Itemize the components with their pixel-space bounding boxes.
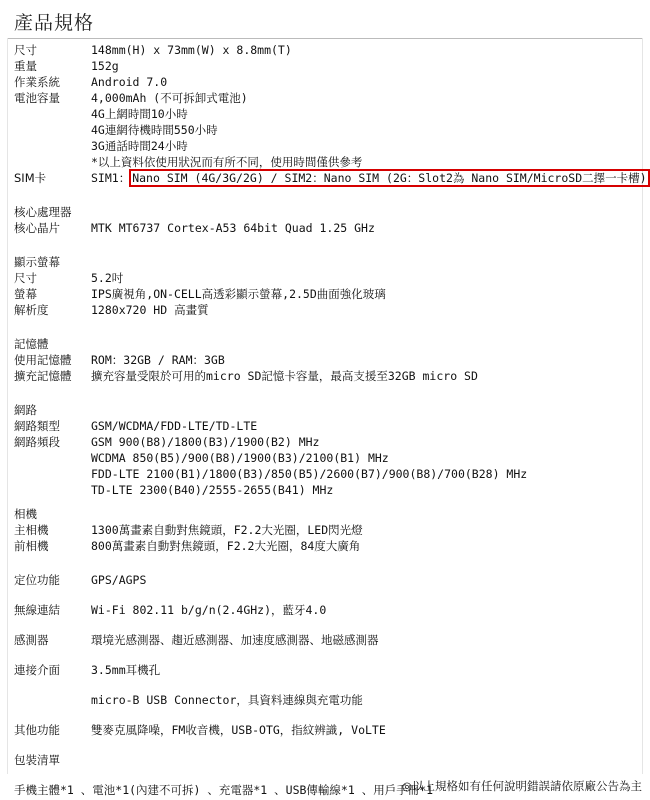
spec-value: Wi-Fi 802.11 b/g/n(2.4GHz)，藍牙4.0 — [91, 603, 327, 617]
spec-label: 連接介面 — [14, 663, 60, 677]
section-heading-processor: 核心處理器 — [14, 205, 72, 219]
spec-value-line: 152g — [91, 59, 119, 73]
spec-row — [14, 42, 642, 58]
spec-value — [91, 90, 642, 170]
spec-row-sim — [14, 170, 647, 186]
spec-value — [91, 42, 642, 58]
spec-label: 感測器 — [14, 633, 49, 647]
spec-row-network-bands — [14, 434, 642, 498]
band-line: FDD-LTE 2100(B1)/1800(B3)/850(B5)/2600(B7)/900(B8)/700(B28) MHz — [91, 467, 528, 481]
spec-value: micro-B USB Connector，具資料連線與充電功能 — [91, 693, 363, 707]
spec-value — [91, 270, 642, 286]
camera-specs — [14, 522, 642, 554]
spec-row — [14, 538, 642, 554]
spec-label: 前相機 — [14, 539, 49, 553]
basic-specs — [14, 42, 642, 170]
spec-row — [14, 74, 642, 90]
spec-label: 擴充記憶體 — [14, 369, 72, 383]
spec-value-line: 4G連網待機時間550小時 — [91, 123, 218, 137]
spec-value-line: IPS廣視角,ON-CELL高透彩顯示螢幕,2.5D曲面強化玻璃 — [91, 287, 386, 301]
spec-row-sensors — [14, 632, 642, 648]
spec-value: MTK MT6737 Cortex-A53 64bit Quad 1.25 GHz — [91, 221, 375, 235]
band-line: GSM 900(B8)/1800(B3)/1900(B2) MHz — [91, 435, 320, 449]
spec-label: 重量 — [14, 59, 37, 73]
spec-row — [14, 286, 642, 302]
spec-label: 核心晶片 — [14, 221, 60, 235]
frame-right-border — [642, 38, 643, 774]
spec-sheet — [14, 42, 647, 798]
title-divider — [8, 38, 642, 39]
spec-value-line: ROM：32GB / RAM：3GB — [91, 353, 225, 367]
spec-row-ports-usb — [14, 692, 642, 708]
spec-value-line: 1280x720 HD 高畫質 — [91, 303, 209, 317]
spec-row — [14, 90, 642, 170]
spec-row-chip — [14, 220, 642, 236]
page-title: 產品規格 — [14, 12, 95, 34]
spec-value-line: 148mm(H) x 73mm(W) x 8.8mm(T) — [91, 43, 292, 57]
spec-value: 環境光感測器、趨近感測器、加速度感測器、地磁感測器 — [91, 633, 379, 647]
display-specs — [14, 270, 642, 318]
spec-value — [91, 74, 642, 90]
spec-row — [14, 368, 642, 384]
spec-value — [91, 368, 642, 384]
band-line: WCDMA 850(B5)/900(B8)/1900(B3)/2100(B1) MHz — [91, 451, 389, 465]
sim-highlight: Nano SIM (4G/3G/2G) / SIM2：Nano SIM (2G：Slot2為 Nano SIM/MicroSD二擇一卡槽) — [129, 169, 649, 187]
spec-label: 主相機 — [14, 523, 49, 537]
spec-value — [91, 434, 642, 498]
section-heading-display: 顯示螢幕 — [14, 255, 60, 269]
frame-left-border — [7, 38, 8, 774]
spec-value-line: 4,000mAh (不可拆卸式電池) — [91, 91, 248, 105]
spec-value-line: Android 7.0 — [91, 75, 168, 89]
spec-value — [91, 170, 650, 186]
spec-value-line: 擴充容量受限於可用的micro SD記憶卡容量，最高支援至32GB micro SD — [91, 369, 478, 383]
spec-value-line: 5.2吋 — [91, 271, 124, 285]
spec-value — [91, 538, 642, 554]
memory-specs — [14, 352, 642, 384]
spec-label: 作業系統 — [14, 75, 60, 89]
section-heading-network: 網路 — [14, 403, 37, 417]
spec-label: 網路頻段 — [14, 435, 60, 449]
spec-label: 其他功能 — [14, 723, 60, 737]
spec-value: 3.5mm耳機孔 — [91, 663, 161, 677]
spec-row-network-type — [14, 418, 642, 434]
spec-row-wireless — [14, 602, 642, 618]
disclaimer-note: ◎以上規格如有任何說明錯誤請依原廠公告為主 — [401, 779, 642, 793]
spec-value-line: 1300萬畫素自動對焦鏡頭，F2.2大光圈，LED閃光燈 — [91, 523, 363, 537]
spec-label: 尺寸 — [14, 271, 37, 285]
spec-label: 螢幕 — [14, 287, 37, 301]
spec-label: 解析度 — [14, 303, 49, 317]
band-line: TD-LTE 2300(B40)/2555-2655(B41) MHz — [91, 483, 334, 497]
spec-value — [91, 58, 642, 74]
spec-row — [14, 302, 642, 318]
spec-row-gps — [14, 572, 642, 588]
spec-value — [91, 352, 642, 368]
spec-value: GSM/WCDMA/FDD-LTE/TD-LTE — [91, 419, 258, 433]
spec-value: 雙麥克風降噪，FM收音機，USB-OTG，指紋辨識, VoLTE — [91, 723, 386, 737]
section-heading-memory: 記憶體 — [14, 337, 49, 351]
spec-value-line: 3G通話時間24小時 — [91, 139, 188, 153]
spec-value — [91, 522, 642, 538]
spec-label: 使用記憶體 — [14, 353, 72, 367]
spec-label: SIM卡 — [14, 171, 47, 185]
section-heading-package: 包裝清單 — [14, 753, 60, 767]
spec-label: 電池容量 — [14, 91, 60, 105]
spec-row — [14, 270, 642, 286]
spec-label: 網路類型 — [14, 419, 60, 433]
spec-label: 定位功能 — [14, 573, 60, 587]
spec-label: 無線連結 — [14, 603, 60, 617]
spec-row — [14, 522, 642, 538]
spec-row — [14, 352, 642, 368]
spec-value-line: 4G上網時間10小時 — [91, 107, 188, 121]
spec-value — [91, 302, 642, 318]
spec-value-line: 800萬畫素自動對焦鏡頭，F2.2大光圈，84度大廣角 — [91, 539, 361, 553]
spec-label: 尺寸 — [14, 43, 37, 57]
spec-value: GPS/AGPS — [91, 573, 147, 587]
spec-value — [91, 286, 642, 302]
section-heading-camera: 相機 — [14, 507, 37, 521]
spec-row-ports — [14, 662, 642, 678]
sim1-prefix: SIM1： — [91, 171, 131, 185]
package-contents: 手機主體*1 、電池*1(內建不可拆) 、充電器*1 、USB傳輸線*1 、用戶手冊*1 — [14, 783, 434, 797]
spec-value-line: *以上資料依使用狀況而有所不同，使用時間僅供參考 — [91, 155, 363, 169]
spec-row — [14, 58, 642, 74]
spec-row-others — [14, 722, 642, 738]
